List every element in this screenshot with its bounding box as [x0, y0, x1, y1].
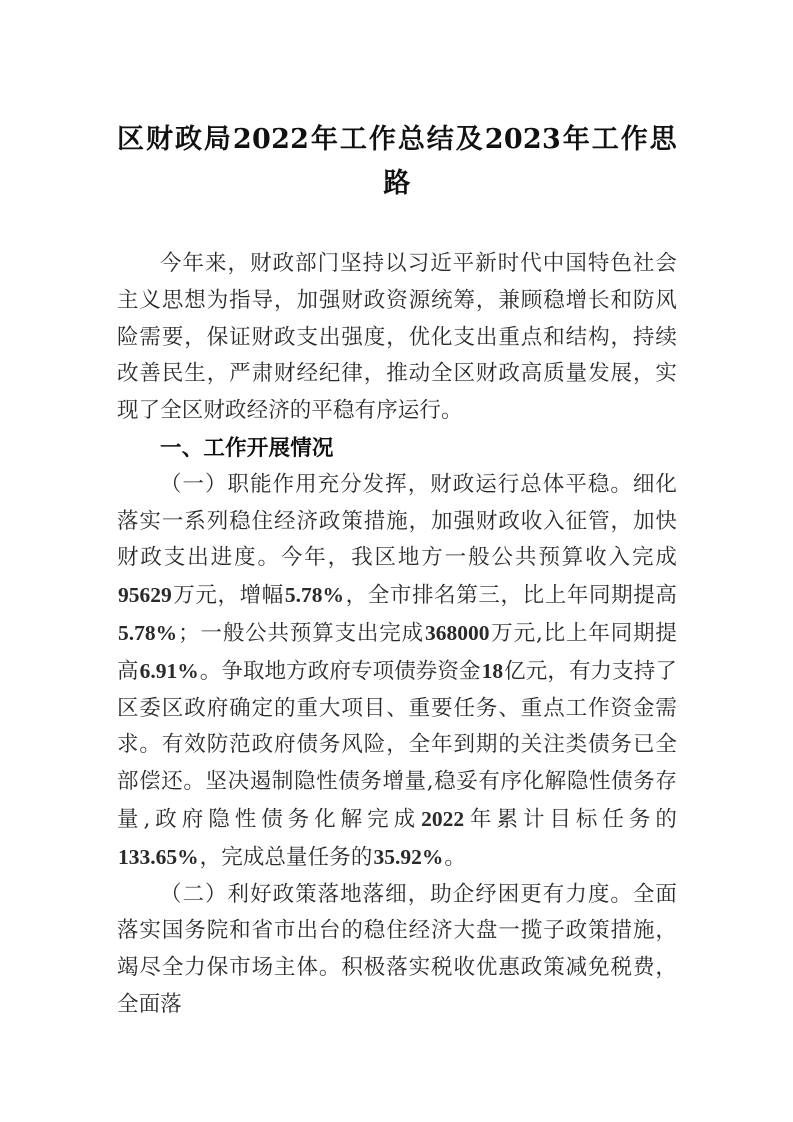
inline-figure: 35.92% [373, 844, 444, 869]
inline-figure: 133.65% [118, 844, 199, 869]
inline-figure: 95629 [118, 583, 172, 608]
section-heading-1: 一、工作开展情况 [160, 435, 334, 460]
subsection-1-paragraph: （一）职能作用充分发挥，财政运行总体平稳。细化落实一系列稳住经济政策措施，加强财政收入征管，加快财政支出进度。今年，我区地方一般公共预算收入完成95629万元，增幅5.78%，全市排名第三，比上年同期提高5.78%；一般公共预算支出完成368000万元,比上年同期提高6.91%。争取地方政府专项债券资金18亿元，有力支持了区委区政府确定的重大项目、重要任务、重点工作资金需求。有效防范政府债务风险，全年到期的关注类债务已全部偿还。坚决遏制隐性债务增量,稳妥有序化解隐性债务存量,政府隐性债务化解完成2022年累计目标任务的133.65%，完成总量任务的35.92%。 [117, 471, 677, 870]
intro-paragraph: 今年来，财政部门坚持以习近平新时代中国特色社会主义思想为指导，加强财政资源统筹，兼顾稳增长和防风险需要，保证财政支出强度，优化支出重点和结构，持续改善民生，严肃财经纪律，推动全区财政高质量发展，实现了全区财政经济的平稳有序运行。 [117, 251, 677, 424]
document-content [117, 118, 677, 1024]
inline-figure: 18 [481, 658, 504, 683]
title-spacer [117, 206, 677, 246]
inline-figure: 6.91% [139, 658, 199, 683]
inline-figure: 2022 [421, 806, 465, 831]
inline-figure: 368000 [425, 620, 490, 645]
subsection-2-paragraph: （二）利好政策落地落细，助企纾困更有力度。全面落实国务院和省市出台的稳住经济大盘一揽子政策措施，竭尽全力保市场主体。积极落实税收优惠政策减免税费，全面落 [117, 881, 677, 1017]
inline-figure: 5.78% [118, 620, 178, 645]
page-title: 区财政局2022年工作总结及2023年工作思路 [117, 124, 677, 199]
inline-figure: 5.78% [284, 583, 345, 608]
